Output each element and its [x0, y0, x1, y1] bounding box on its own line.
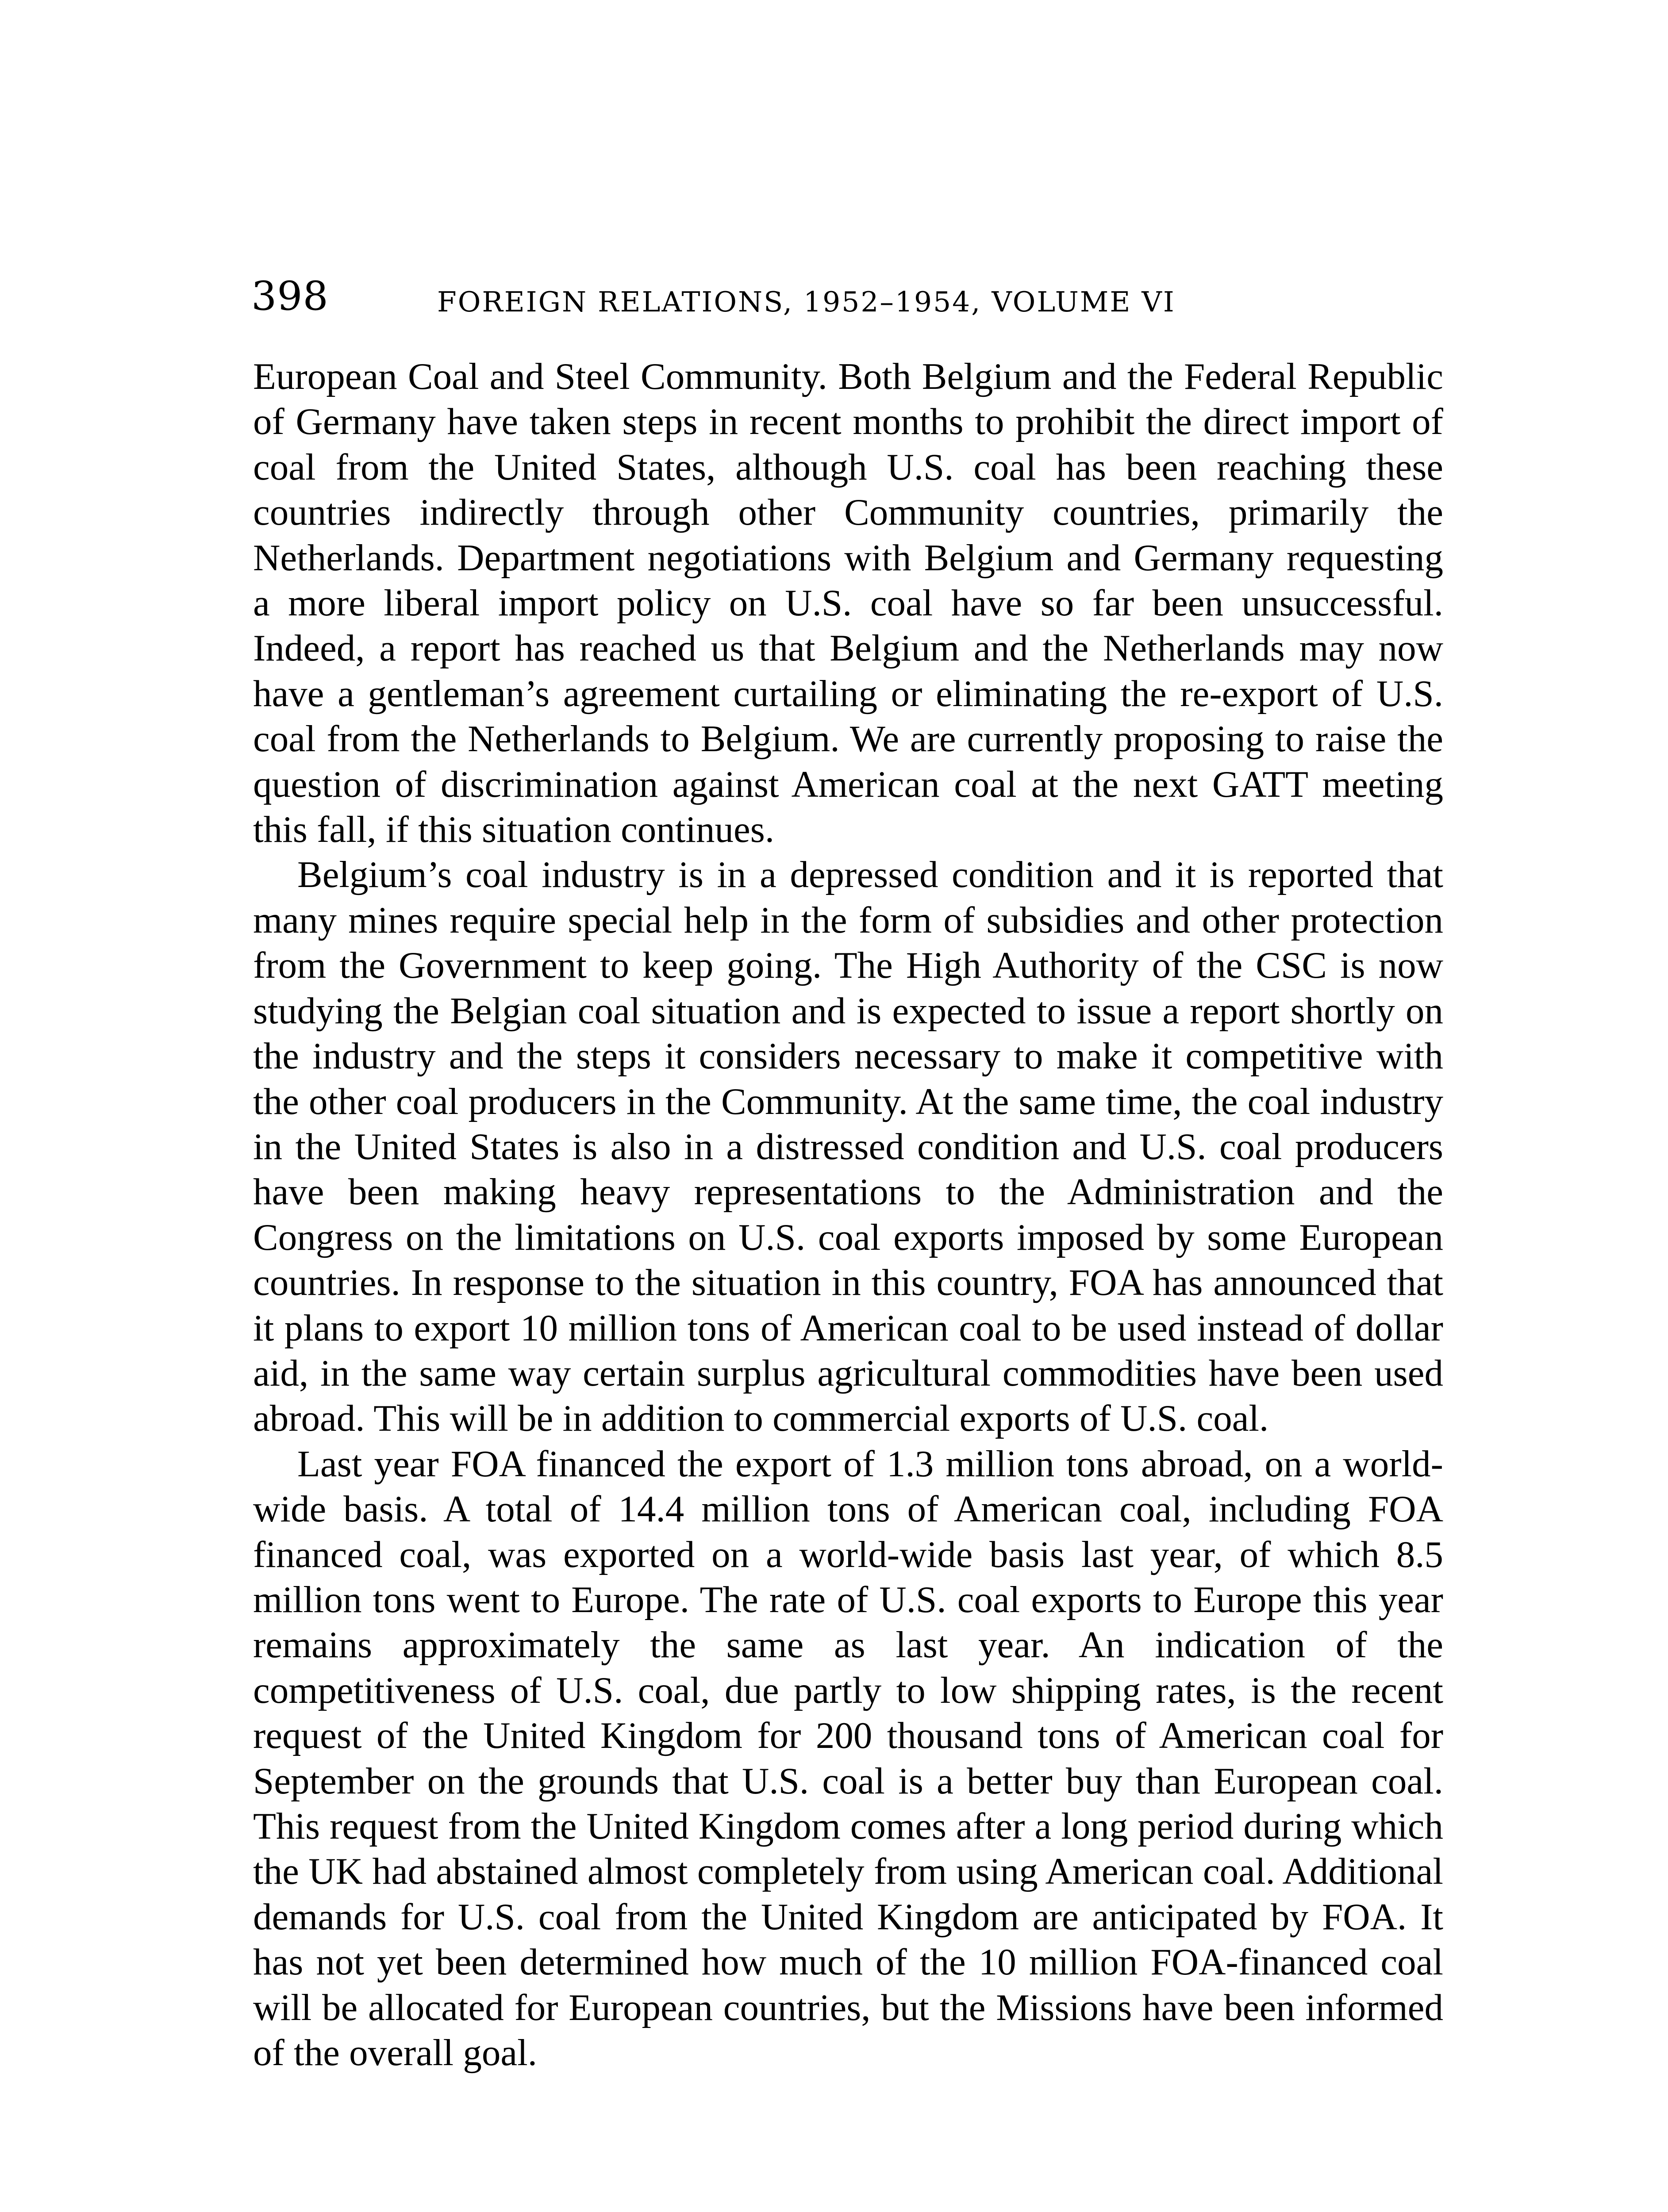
- paragraph-foa-exports: Last year FOA financed the export of 1.3 million tons abroad, on a world-wide basis. A total of 14.4 million tons of American coal, including FOA financed coal, was exported on a world-wide basis last year, of which 8.5 million tons went to Europe. The rate of U.S. coal exports to Europe this year remains approximately the same as last year. An indication of the competitiveness of U.S. coal, due partly to low shipping rates, is the recent request of the United Kingdom for 200 thousand tons of American coal for September on the grounds that U.S. coal is a better buy than European coal. This request from the United Kingdom comes after a long period during which the UK had abstained almost completely from using American coal. Additional demands for U.S. coal from the United Kingdom are anticipated by FOA. It has not yet been determined how much of the 10 million FOA-financed coal will be allocated for European countries, but the Missions have been informed of the overall goal.: [253, 1443, 1443, 2074]
- page-number: 398: [251, 273, 329, 319]
- running-head: FOREIGN RELATIONS, 1952–1954, VOLUME VI: [437, 286, 1176, 318]
- body-text: [253, 354, 1443, 2075]
- paragraph-belgium-coal-industry: Belgium’s coal industry is in a depressed condition and it is reported that many mines require special help in the form of subsidies and other protection from the Government to keep going. The High Authority of the CSC is now studying the Belgian coal situation and is expected to issue a report shortly on the industry and the steps it considers necessary to make it competitive with the other coal producers in the Community. At the same time, the coal industry in the United States is also in a distressed condition and U.S. coal producers have been making heavy representations to the Administration and the Congress on the limitations on U.S. coal exports imposed by some European countries. In response to the situation in this country, FOA has announced that it plans to export 10 million tons of American coal to be used instead of dollar aid, in the same way certain surplus agricultural commodities have been used abroad. This will be in addition to commercial exports of U.S. coal.: [253, 854, 1443, 1440]
- page-header: [251, 270, 1446, 332]
- paragraph-continued: European Coal and Steel Community. Both Belgium and the Federal Republic of Germany have taken steps in recent months to prohibit the direct import of coal from the United States, although U.S. coal has been reaching these countries indirectly through other Community countries, primarily the Netherlands. Department negotiations with Belgium and Germany requesting a more liberal import policy on U.S. coal have so far been unsuccessful. Indeed, a report has reached us that Belgium and the Netherlands may now have a gentleman’s agreement curtailing or eliminating the re-export of U.S. coal from the Netherlands to Belgium. We are currently proposing to raise the question of discrimination against American coal at the next GATT meeting this fall, if this situation continues.: [253, 356, 1443, 851]
